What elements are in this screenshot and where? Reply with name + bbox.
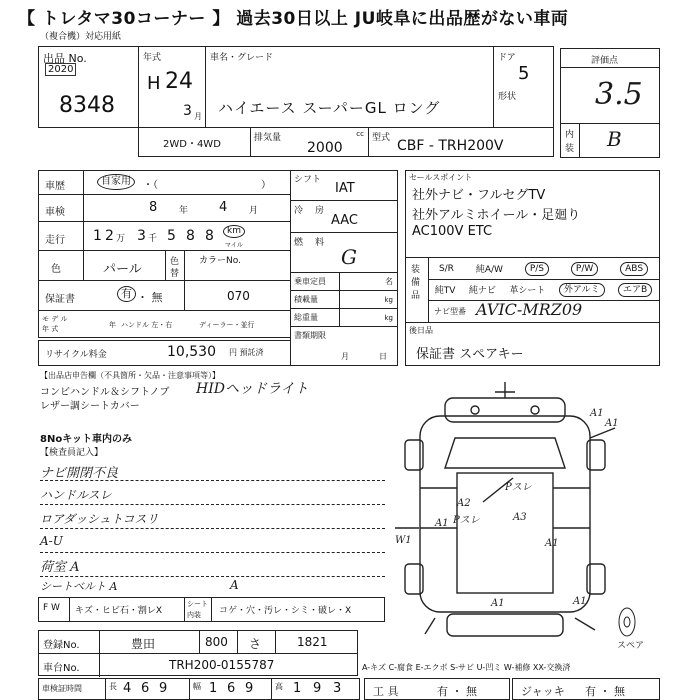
equip-airbag: エアB — [618, 283, 652, 297]
equip-tv: 純TV — [434, 286, 456, 296]
mileage-digit-4: 5 — [167, 228, 176, 244]
diag-w1: W1 — [395, 535, 412, 546]
history-close: ） — [261, 180, 271, 191]
aircon-label-2: 房 — [315, 206, 325, 216]
inspector-line-6: シートベルト A — [40, 580, 118, 593]
shift-value: IAT — [335, 181, 355, 196]
mileage-unit: km — [223, 225, 245, 238]
evaluation-box — [560, 48, 660, 158]
cert-h1: 1 — [293, 681, 302, 696]
legend-mark: A — [230, 578, 239, 592]
legend-seat-2: 内装 — [187, 611, 201, 619]
rear-bumper — [447, 614, 563, 636]
interior-label-2: 装 — [565, 144, 575, 154]
mileage-unit-mile: マイル — [225, 242, 243, 249]
cert-width-label: 幅 — [193, 682, 201, 691]
legend-seat-1: シート — [187, 600, 208, 608]
sales-line-3: AC100V ETC — [412, 224, 493, 239]
fuel-label-2: 料 — [315, 238, 325, 248]
color-row — [39, 251, 290, 281]
tools-value: 有 ・ 無 — [437, 685, 477, 698]
recycle-unit: 円 預託済 — [229, 348, 264, 357]
aircon-label-1: 冷 — [294, 206, 304, 216]
warranty-row — [39, 281, 290, 311]
diag-a2: A2 — [457, 498, 471, 509]
color-value: パール — [103, 262, 142, 277]
cert-w3: 9 — [245, 681, 254, 696]
cert-dimensions — [38, 678, 360, 700]
legend-fw: F W — [43, 603, 60, 613]
fuel-value: G — [341, 245, 357, 269]
equip-aw: 純A/W — [475, 265, 503, 275]
equip-sr: S/R — [438, 263, 454, 274]
documents-month: 月 — [341, 352, 349, 361]
warranty-label: 保証書 — [45, 294, 75, 305]
capacity-unit: 名 — [385, 277, 393, 286]
equipment-box — [405, 257, 660, 323]
interior-label-1: 内 — [565, 130, 575, 140]
color-label: 色 — [51, 264, 61, 275]
history-row — [39, 171, 290, 195]
jack-box — [512, 678, 660, 700]
mileage-man: 万 — [116, 234, 126, 244]
drive-box — [138, 127, 251, 157]
inspector-line-2: ハンドルスレ — [40, 488, 112, 502]
inspection-row — [39, 195, 290, 222]
recycle-value: 10,530 — [167, 344, 216, 360]
sales-line-2: 社外アルミホイール・足廻り — [412, 208, 581, 223]
model-label: 型式 — [372, 133, 391, 143]
mileage-digit-6: 8 — [205, 228, 214, 244]
registration-number: 1821 — [297, 635, 328, 649]
displacement-value: 2000 — [307, 140, 343, 156]
sales-points — [405, 170, 660, 258]
equip-pw: P/W — [571, 262, 598, 276]
equipment-row-1 — [428, 258, 659, 280]
chassis-value: TRH200-0155787 — [169, 658, 275, 672]
lot-number: 8348 — [59, 93, 115, 118]
color-change-label-2: 替 — [170, 269, 180, 279]
registration-kana: さ — [249, 637, 262, 651]
year-month: 3 — [183, 103, 192, 119]
door-value: 5 — [518, 63, 530, 84]
mileage-digit-2: 2 — [105, 228, 114, 244]
mileage-digit-3: 3 — [137, 228, 146, 244]
mileage-sen: 千 — [148, 234, 158, 244]
year-value: 24 — [165, 69, 193, 94]
legend-interior: コゲ・穴・汚レ・シミ・破レ・X — [219, 606, 352, 616]
history-rest: ・（ — [143, 180, 158, 191]
mileage-digit-5: 8 — [186, 228, 195, 244]
displacement-box — [250, 127, 369, 157]
year-month-unit: 月 — [194, 112, 202, 121]
navi-model: AVIC-MRZ09 — [476, 300, 583, 319]
navi-model-label: ナビ型番 — [434, 307, 466, 316]
interior-grade: B — [607, 127, 622, 151]
model-year-label-2: 年 式 — [42, 325, 59, 333]
legend-row — [38, 597, 385, 622]
jack-value: 有 ・ 無 — [585, 685, 625, 698]
lot-label: 出品 No. — [43, 52, 87, 65]
registration-label: 登録No. — [43, 640, 80, 651]
notes-header: 【出品店申告欄（不具箇所・欠品・注意事項等）】 — [40, 371, 220, 380]
cert-w2: 6 — [227, 681, 236, 696]
shift-label: シフト — [294, 175, 322, 185]
sales-line-1: 社外ナビ・フルセグTV — [412, 188, 546, 203]
model-year-row — [39, 311, 290, 339]
notes-line-1b: HIDヘッドライト — [196, 381, 309, 397]
front-bumper — [445, 398, 565, 422]
cert-length-label: 長 — [109, 682, 117, 691]
model-year-label-1: モ デ ル — [42, 315, 68, 323]
model-year-dealer: ディーラー・並行 — [199, 321, 255, 329]
warranty-yes: 有 — [117, 286, 136, 302]
drive-label: 2WD・4WD — [163, 139, 221, 150]
inspector-line-4: A-U — [40, 534, 63, 548]
cert-height-label: 高 — [275, 682, 283, 691]
diag-a1-top: A1 — [590, 408, 604, 419]
tools-box — [364, 678, 510, 700]
mileage-label: 走行 — [45, 235, 65, 246]
spare-tire-icon — [619, 608, 635, 636]
windshield — [445, 438, 565, 468]
documents-day: 日 — [379, 352, 387, 361]
equip-ps: P/S — [525, 262, 549, 276]
color-code: 070 — [227, 289, 250, 303]
evaluation-score: 3.5 — [595, 77, 643, 112]
load-label: 積載量 — [294, 295, 318, 304]
cert-l1: 4 — [123, 681, 132, 696]
model-value: CBF - TRH200V — [397, 138, 504, 154]
door-box — [493, 46, 554, 128]
documents-label: 書類期限 — [294, 331, 326, 340]
color-change-label-1: 色 — [170, 257, 180, 267]
cert-l2: 6 — [141, 681, 150, 696]
lot-box — [38, 46, 139, 128]
sales-label: セールスポイント — [409, 173, 473, 182]
cert-h2: 9 — [313, 681, 322, 696]
spec-table — [38, 170, 291, 338]
lot-stamp: 2020 — [45, 63, 76, 76]
inspector-notes — [40, 458, 385, 596]
inspector-line-3: ロアダッシュトコスリ — [40, 512, 159, 526]
inspector-line-5: 荷室 A — [40, 560, 80, 575]
year-box — [138, 46, 206, 128]
weight-unit: kg — [384, 314, 393, 322]
notes-line-3: 8Noキット車内のみ — [40, 434, 132, 445]
middle-spec — [290, 170, 398, 366]
warranty-no: ・ 無 — [137, 291, 163, 304]
cert-w1: 1 — [209, 681, 218, 696]
cert-label: 車検証時間 — [42, 684, 82, 693]
mileage-digit-1: 1 — [93, 228, 102, 244]
diag-a3: A3 — [513, 512, 527, 523]
shape-label: 形状 — [498, 92, 517, 102]
door-label: ドア — [498, 53, 516, 63]
inspection-month-unit: 月 — [249, 206, 259, 216]
model-year-unit: 年 — [109, 321, 116, 329]
equip-leather: 革シート — [509, 286, 546, 296]
equip-alloy: 外アルミ — [559, 283, 605, 297]
cert-h3: 3 — [333, 681, 342, 696]
model-year-handle: ハンドル 左・右 — [121, 321, 173, 329]
diag-p-sure-2: Pスレ — [453, 515, 480, 526]
inspector-line-1: ナビ開閉不良 — [40, 466, 119, 481]
year-era: H — [147, 73, 161, 94]
evaluation-label: 評価点 — [591, 56, 619, 66]
tools-label: 工 具 — [373, 685, 399, 698]
inspection-year: 8 — [149, 200, 158, 215]
displacement-label: 排気量 — [254, 133, 282, 143]
recycle-label: リサイクル料金 — [45, 350, 107, 360]
equipment-label: 装 備 品 — [411, 265, 421, 301]
diag-a1-rear: A1 — [491, 598, 505, 609]
capacity-label: 乗車定員 — [294, 277, 326, 286]
recycle-box — [38, 340, 291, 366]
diag-a1-rear-2: A1 — [573, 596, 587, 607]
body-outline — [420, 416, 590, 612]
equip-abs: ABS — [620, 262, 648, 276]
history-label: 車歴 — [45, 181, 65, 192]
history-value: 自家用 — [97, 174, 135, 190]
notes-line-2: レザー調シートカバー — [40, 401, 140, 412]
equipment-row-2 — [428, 279, 659, 301]
registration-class: 800 — [205, 635, 228, 649]
banner-title: 【 トレタマ30コーナー 】 過去30日以上 JU岐阜に出品歴がない車両 — [18, 9, 569, 29]
damage-legend: A-キズ C-腐食 E-エクボ S-サビ U-凹ミ W-補修 XX-交換済 — [362, 663, 571, 672]
chassis-label: 車台No. — [43, 663, 80, 674]
diag-a1-left: A1 — [435, 518, 449, 529]
notes-line-1: コンビハンドル＆シフトノブ — [40, 387, 170, 398]
later-label: 後日品 — [409, 326, 433, 335]
mileage-row — [39, 222, 290, 251]
model-box — [368, 127, 554, 157]
inspection-month: 4 — [219, 200, 228, 215]
damage-diagram — [395, 378, 665, 658]
diag-a1-side: A1 — [545, 538, 559, 549]
diag-a1-front: A1 — [605, 418, 619, 429]
registration-box — [38, 630, 358, 676]
load-unit: kg — [384, 296, 393, 304]
color-code-label: カラーNo. — [199, 256, 241, 266]
car-label: 車名・グレード — [210, 53, 274, 63]
jack-label: ジャッキ — [521, 685, 565, 698]
cert-l3: 9 — [159, 681, 168, 696]
weight-label: 総重量 — [294, 313, 318, 322]
registration-area: 豊田 — [131, 637, 156, 651]
fuel-label-1: 燃 — [294, 238, 304, 248]
later-items — [405, 322, 660, 366]
car-name: ハイエース スーパーGL ロング — [218, 99, 441, 117]
aircon-value: AAC — [331, 213, 358, 228]
diag-spare: スペア — [617, 641, 645, 651]
diag-p-sure: Pスレ — [505, 482, 532, 493]
later-value: 保証書 スペアキー — [416, 347, 524, 362]
inspector-header: 【検査員記入】 — [40, 448, 104, 458]
year-label: 年式 — [143, 53, 162, 63]
inspection-label: 車検 — [45, 207, 65, 218]
car-box — [205, 46, 494, 128]
equip-navi: 純ナビ — [468, 286, 496, 296]
form-subtitle: （複合機）対応用紙 — [40, 32, 122, 42]
inspection-year-unit: 年 — [179, 206, 189, 216]
displacement-unit: cc — [356, 130, 364, 138]
legend-exterior: キズ・ヒビ石・割レX — [75, 606, 162, 616]
